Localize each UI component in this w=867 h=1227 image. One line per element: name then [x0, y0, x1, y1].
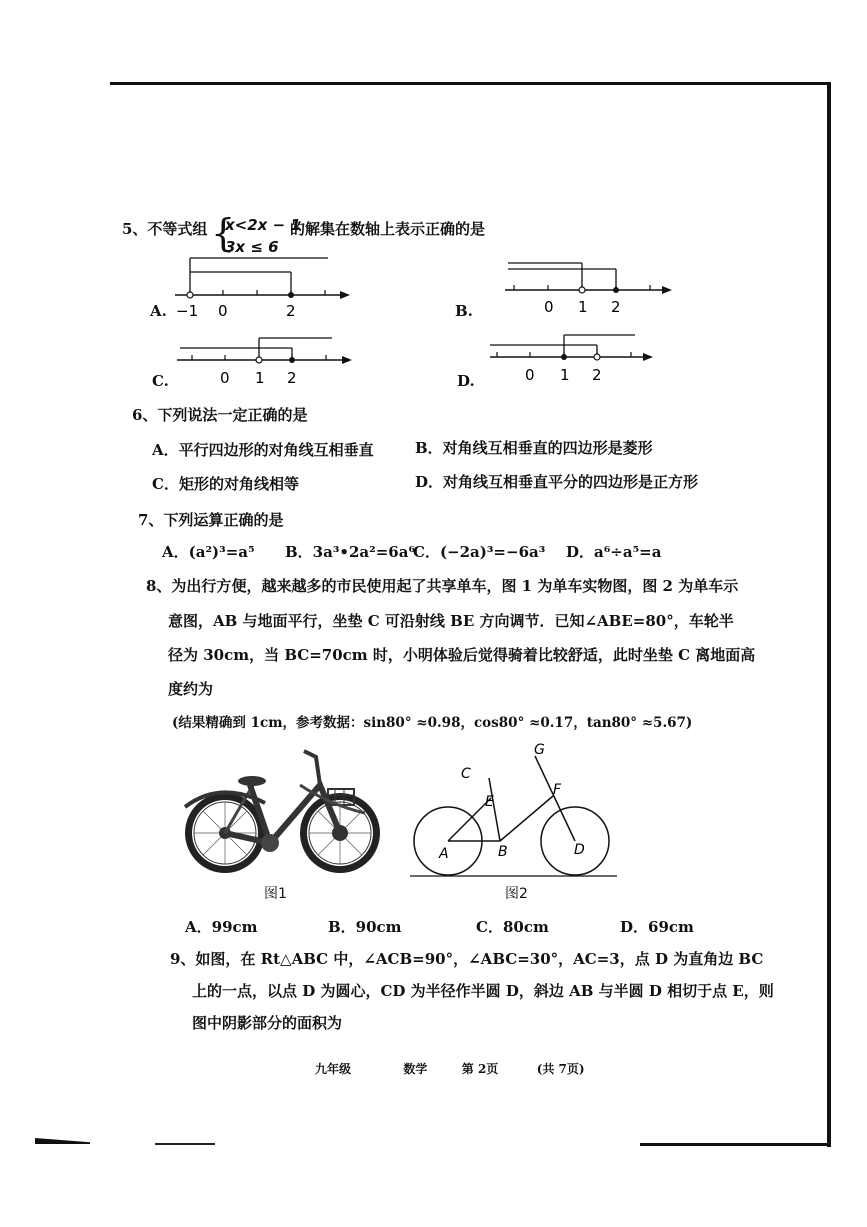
q5-b-tick-2: 2	[611, 298, 621, 316]
q9-line-1: 9、如图，在 Rt△ABC 中，∠ACB=90°，∠ABC=30°，AC=3，点 D 为直角边 BC	[170, 950, 764, 968]
fig2-label-d: D	[574, 842, 585, 858]
q5-inequality-1: x<2x − 1	[225, 216, 301, 234]
q7-option-c: C．(−2a)³=−6a³	[413, 543, 546, 561]
q5-c-tick-0: 0	[220, 369, 230, 387]
q6-option-d: D．对角线互相垂直平分的四边形是正方形	[415, 473, 699, 491]
q5-a-tick-neg1: −1	[176, 302, 199, 320]
q8-option-d: D．69cm	[620, 918, 694, 936]
fig2-label-e: E	[485, 794, 494, 810]
q5-stem-prefix: 5、不等式组	[122, 220, 208, 238]
q5-option-c-label: C.	[152, 372, 169, 390]
footer-page: 第 2页	[461, 1062, 499, 1076]
q8-note: (结果精确到 1cm，参考数据：sin80° ≈0.98，cos80° ≈0.17，tan80° ≈5.67)	[172, 715, 693, 731]
footer-subject: 数学	[403, 1062, 428, 1076]
q5-d-tick-2: 2	[592, 366, 602, 384]
q5-c-tick-1: 1	[255, 369, 265, 387]
q7-option-a: A．(a²)³=a⁵	[162, 543, 255, 561]
q7-option-d: D．a⁶÷a⁵=a	[566, 543, 662, 561]
bottom-left-mark	[35, 1138, 90, 1144]
q5-inequality-2: 3x ≤ 6	[225, 238, 279, 256]
q8-option-c: C．80cm	[476, 918, 549, 936]
q5-stem	[122, 218, 207, 239]
q5-b-tick-0: 0	[544, 298, 554, 316]
q7-option-b: B．3a³•2a²=6a⁶	[285, 543, 416, 561]
bicycle-diagram	[405, 738, 625, 883]
q5-a-tick-0: 0	[218, 302, 228, 320]
footer-grade: 九年级	[315, 1062, 352, 1076]
q5-option-d-number-line	[485, 325, 665, 387]
q6-option-b: B．对角线互相垂直的四边形是菱形	[415, 439, 653, 457]
q6-option-a: A．平行四边形的对角线互相垂直	[152, 441, 374, 459]
fig1-caption: 图1	[264, 886, 287, 902]
q5-option-a-number-line	[170, 250, 360, 320]
q5-option-a-label: A.	[150, 302, 167, 320]
q5-option-d-label: D.	[457, 372, 475, 390]
q9-line-2: 上的一点，以点 D 为圆心，CD 为半径作半圆 D，斜边 AB 与半圆 D 相切于点 E，则	[192, 982, 774, 1000]
fig2-label-a: A	[439, 846, 449, 862]
q6-option-c: C．矩形的对角线相等	[152, 475, 299, 493]
q8-line-1: 8、为出行方便，越来越多的市民使用起了共享单车，图 1 为单车实物图，图 2 为单车示	[146, 577, 739, 595]
bicycle-photo	[180, 745, 390, 885]
q5-d-tick-1: 1	[560, 366, 570, 384]
q5-a-tick-2: 2	[286, 302, 296, 320]
fig2-label-f: F	[553, 782, 562, 798]
footer	[315, 1060, 585, 1077]
fig2-label-b: B	[498, 844, 508, 860]
q8-line-4: 度约为	[168, 680, 214, 698]
q6-stem: 6、下列说法一定正确的是	[132, 406, 308, 424]
footer-total: (共 7页)	[536, 1062, 585, 1076]
q5-stem-suffix: 的解集在数轴上表示正确的是	[290, 220, 486, 238]
fig2-label-c: C	[461, 766, 471, 782]
fig2-label-g: G	[534, 742, 545, 758]
q5-c-tick-2: 2	[287, 369, 297, 387]
top-border-line	[110, 82, 830, 85]
q5-b-tick-1: 1	[578, 298, 588, 316]
q8-option-b: B．90cm	[328, 918, 402, 936]
q8-line-2: 意图，AB 与地面平行，坐垫 C 可沿射线 BE 方向调节．已知∠ABE=80°，车轮半	[168, 612, 734, 630]
q5-d-tick-0: 0	[525, 366, 535, 384]
right-border-line	[827, 82, 831, 1147]
bottom-border-line	[640, 1143, 830, 1146]
q5-option-b-number-line	[500, 255, 680, 320]
q9-line-3: 图中阴影部分的面积为	[192, 1014, 343, 1032]
q5-option-b-label: B.	[455, 302, 473, 320]
fig2-caption: 图2	[505, 886, 528, 902]
q7-stem: 7、下列运算正确的是	[138, 511, 284, 529]
q5-option-c-number-line	[172, 330, 362, 390]
q8-line-3: 径为 30cm，当 BC=70cm 时，小明体验后觉得骑着比较舒适，此时坐垫 C 离地面高	[168, 646, 756, 664]
q5-brace: {	[211, 211, 236, 255]
bottom-left-line	[155, 1143, 215, 1145]
q8-option-a: A．99cm	[185, 918, 258, 936]
